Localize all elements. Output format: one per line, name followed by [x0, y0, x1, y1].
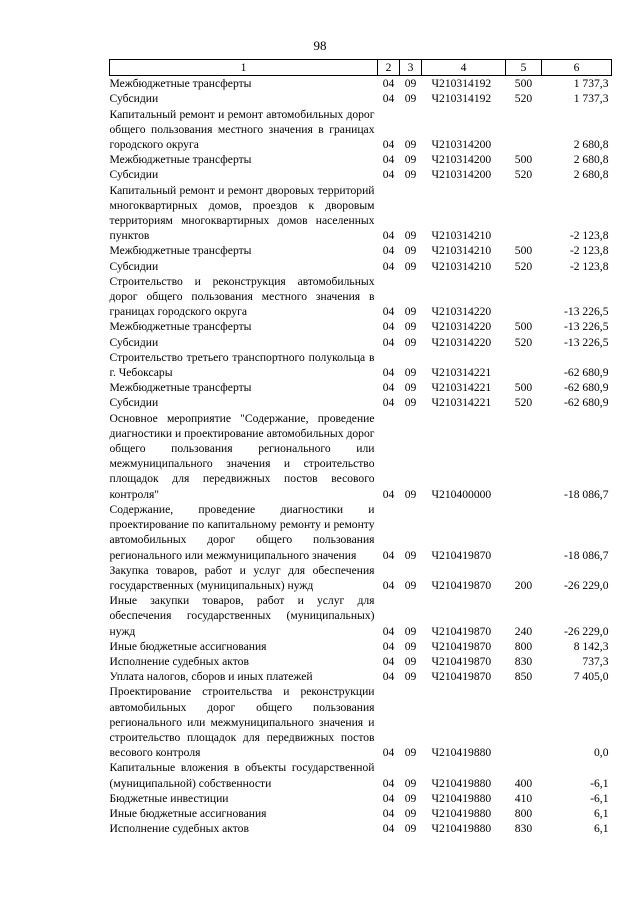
- row-name: Проектирование строительства и реконструкции автомобильных дорог общего пользования регионального или межмуниципального значения и строительство площадок для передвижных постов весового контроля: [109, 685, 375, 760]
- row-target-code: Ч210314220: [431, 305, 492, 319]
- row-target-code: Ч210419870: [431, 670, 492, 684]
- table-row: [110, 380, 612, 395]
- row-expense-type: 500: [514, 244, 533, 258]
- row-expense-type: 240: [514, 624, 533, 638]
- table-body: [110, 76, 612, 837]
- row-section: 04: [382, 153, 395, 167]
- row-amount: -2 123,8: [569, 259, 609, 273]
- row-subsection: 09: [404, 806, 417, 820]
- row-section: 04: [382, 138, 395, 152]
- budget-table: [109, 59, 612, 836]
- row-subsection: 09: [404, 791, 417, 805]
- row-section: 04: [382, 92, 395, 106]
- row-expense-type: 500: [514, 77, 533, 91]
- row-name: Капитальный ремонт и ремонт дворовых территорий многоквартирных домов, проездов к дворовым территориям многоквартирных домов населенных пунктов: [109, 183, 375, 243]
- row-name: Межбюджетные трансферты: [109, 77, 252, 91]
- row-amount: -2 123,8: [569, 244, 609, 258]
- table-row: [110, 91, 612, 106]
- row-subsection: 09: [404, 624, 417, 638]
- row-amount: -13 226,5: [564, 320, 609, 334]
- row-section: 04: [382, 320, 395, 334]
- row-name: Исполнение судебных актов: [109, 654, 249, 668]
- row-target-code: Ч210314210: [431, 259, 492, 273]
- row-subsection: 09: [404, 77, 417, 91]
- row-name: Бюджетные инвестиции: [109, 791, 229, 805]
- row-subsection: 09: [404, 548, 417, 562]
- row-expense-type: 850: [514, 670, 533, 684]
- row-amount: 1 737,3: [573, 92, 609, 106]
- row-amount: 2 680,8: [573, 153, 609, 167]
- row-target-code: Ч210314200: [431, 138, 492, 152]
- row-expense-type: 800: [514, 639, 533, 653]
- row-name: Иные закупки товаров, работ и услуг для обеспечения государственных (муниципальных) нужд: [109, 594, 375, 638]
- row-expense-type: [506, 183, 542, 244]
- row-subsection: 09: [404, 639, 417, 653]
- table-row: [110, 821, 612, 836]
- row-expense-type: [506, 502, 542, 563]
- table-row: [110, 502, 612, 563]
- row-name: Содержание, проведение диагностики и проектирование по капитальному ремонту и ремонту автомобильных дорог общего пользования регионального или межмуниципального значения: [109, 502, 375, 562]
- row-target-code: Ч210419880: [431, 746, 492, 760]
- table-row: [110, 791, 612, 806]
- row-section: 04: [382, 654, 395, 668]
- row-expense-type: 520: [514, 259, 533, 273]
- table-row: [110, 639, 612, 654]
- row-subsection: 09: [404, 381, 417, 395]
- row-subsection: 09: [404, 487, 417, 501]
- row-target-code: Ч210314221: [431, 381, 492, 395]
- row-section: 04: [382, 305, 395, 319]
- row-expense-type: [506, 350, 542, 380]
- row-amount: 6,1: [594, 822, 609, 836]
- row-name: Межбюджетные трансферты: [109, 320, 252, 334]
- row-target-code: Ч210314192: [431, 77, 492, 91]
- row-subsection: 09: [404, 244, 417, 258]
- row-target-code: Ч210314220: [431, 320, 492, 334]
- row-amount: 0,0: [594, 746, 609, 760]
- row-section: 04: [382, 335, 395, 349]
- table-row: [110, 593, 612, 639]
- row-section: 04: [382, 244, 395, 258]
- row-target-code: Ч210419870: [431, 548, 492, 562]
- table-row: [110, 395, 612, 410]
- row-expense-type: [506, 107, 542, 153]
- row-section: 04: [382, 548, 395, 562]
- table-header-row: [110, 60, 612, 76]
- row-name: Основное мероприятие "Содержание, проведение диагностики и проектирование автомобильных дорог общего пользования регионального или межмуниципального значения и строительство площадок для передвижных постов весового контроля": [109, 411, 375, 501]
- row-subsection: 09: [404, 366, 417, 380]
- row-name: Субсидии: [109, 396, 159, 410]
- row-section: 04: [382, 168, 395, 182]
- row-name: Субсидии: [109, 259, 159, 273]
- table-row: [110, 806, 612, 821]
- row-amount: -26 229,0: [564, 624, 609, 638]
- row-expense-type: 400: [514, 776, 533, 790]
- row-section: 04: [382, 639, 395, 653]
- row-name: Иные бюджетные ассигнования: [109, 639, 267, 653]
- row-amount: -62 680,9: [564, 381, 609, 395]
- row-section: 04: [382, 578, 395, 592]
- row-target-code: Ч210419880: [431, 806, 492, 820]
- row-name: Межбюджетные трансферты: [109, 153, 252, 167]
- row-amount: -26 229,0: [564, 578, 609, 592]
- table-row: [110, 319, 612, 334]
- row-amount: 1 737,3: [573, 77, 609, 91]
- row-expense-type: 500: [514, 381, 533, 395]
- row-target-code: Ч210419870: [431, 639, 492, 653]
- row-amount: -13 226,5: [564, 335, 609, 349]
- table-row: [110, 243, 612, 258]
- row-name: Строительство третьего транспортного полукольца в г. Чебоксары: [109, 350, 375, 380]
- table-row: [110, 76, 612, 92]
- row-name: Субсидии: [109, 168, 159, 182]
- column-header-amount: 6: [542, 60, 612, 76]
- row-subsection: 09: [404, 776, 417, 790]
- row-target-code: Ч210419870: [431, 578, 492, 592]
- row-amount: -62 680,9: [564, 396, 609, 410]
- row-name: Межбюджетные трансферты: [109, 381, 252, 395]
- row-amount: 737,3: [582, 654, 609, 668]
- row-amount: -6,1: [590, 791, 609, 805]
- row-name: Межбюджетные трансферты: [109, 244, 252, 258]
- row-target-code: Ч210419880: [431, 791, 492, 805]
- table-row: [110, 411, 612, 502]
- row-expense-type: 520: [514, 92, 533, 106]
- row-expense-type: 520: [514, 335, 533, 349]
- row-subsection: 09: [404, 578, 417, 592]
- page-number: 98: [313, 38, 327, 53]
- row-section: 04: [382, 791, 395, 805]
- row-amount: -13 226,5: [564, 305, 609, 319]
- row-expense-type: [506, 411, 542, 502]
- row-target-code: Ч210314221: [431, 366, 492, 380]
- row-amount: 2 680,8: [573, 138, 609, 152]
- row-subsection: 09: [404, 320, 417, 334]
- row-section: 04: [382, 259, 395, 273]
- row-name: Капитальные вложения в объекты государственной (муниципальной) собственности: [109, 761, 375, 790]
- row-expense-type: 410: [514, 791, 533, 805]
- row-subsection: 09: [404, 746, 417, 760]
- row-target-code: Ч210314200: [431, 153, 492, 167]
- row-amount: -18 086,7: [564, 548, 609, 562]
- row-name: Уплата налогов, сборов и иных платежей: [109, 670, 313, 684]
- row-section: 04: [382, 381, 395, 395]
- row-expense-type: 500: [514, 320, 533, 334]
- column-header-expense-type: 5: [506, 60, 542, 76]
- row-name: Закупка товаров, работ и услуг для обеспечения государственных (муниципальных) нужд: [109, 563, 375, 592]
- row-subsection: 09: [404, 822, 417, 836]
- row-target-code: Ч210314200: [431, 168, 492, 182]
- table-row: [110, 152, 612, 167]
- table-row: [110, 654, 612, 669]
- column-header-target-code: 4: [422, 60, 506, 76]
- row-expense-type: 500: [514, 153, 533, 167]
- row-expense-type: 830: [514, 822, 533, 836]
- table-row: [110, 684, 612, 760]
- row-target-code: Ч210419880: [431, 776, 492, 790]
- row-expense-type: [506, 684, 542, 760]
- row-target-code: Ч210314221: [431, 396, 492, 410]
- column-header-section: 2: [378, 60, 400, 76]
- row-expense-type: 520: [514, 396, 533, 410]
- column-header-name: 1: [110, 60, 378, 76]
- row-amount: -18 086,7: [564, 487, 609, 501]
- row-section: 04: [382, 806, 395, 820]
- row-name: Иные бюджетные ассигнования: [109, 806, 267, 820]
- row-subsection: 09: [404, 92, 417, 106]
- row-target-code: Ч210400000: [431, 487, 492, 501]
- row-subsection: 09: [404, 654, 417, 668]
- row-section: 04: [382, 77, 395, 91]
- row-name: Строительство и реконструкция автомобильных дорог общего пользования местного значения в границах городского округа: [109, 274, 375, 319]
- row-name: Субсидии: [109, 92, 159, 106]
- row-target-code: Ч210314192: [431, 92, 492, 106]
- table-row: [110, 274, 612, 320]
- row-amount: -6,1: [590, 776, 609, 790]
- row-amount: -2 123,8: [569, 229, 609, 243]
- row-amount: 6,1: [594, 806, 609, 820]
- row-target-code: Ч210314220: [431, 335, 492, 349]
- table-row: [110, 760, 612, 790]
- row-section: 04: [382, 487, 395, 501]
- row-expense-type: 200: [514, 578, 533, 592]
- row-name: Капитальный ремонт и ремонт автомобильных дорог общего пользования местного значения в границах городского округа: [109, 107, 375, 152]
- table-row: [110, 259, 612, 274]
- row-amount: 7 405,0: [573, 670, 609, 684]
- row-section: 04: [382, 670, 395, 684]
- table-row: [110, 335, 612, 350]
- row-subsection: 09: [404, 168, 417, 182]
- row-subsection: 09: [404, 259, 417, 273]
- row-amount: 8 142,3: [573, 639, 609, 653]
- row-subsection: 09: [404, 153, 417, 167]
- row-subsection: 09: [404, 305, 417, 319]
- table-row: [110, 669, 612, 684]
- row-name: Субсидии: [109, 335, 159, 349]
- table-row: [110, 183, 612, 244]
- row-target-code: Ч210419870: [431, 654, 492, 668]
- table-row: [110, 167, 612, 182]
- table-row: [110, 350, 612, 380]
- row-subsection: 09: [404, 670, 417, 684]
- row-section: 04: [382, 366, 395, 380]
- table-row: [110, 107, 612, 153]
- row-section: 04: [382, 624, 395, 638]
- row-section: 04: [382, 746, 395, 760]
- row-section: 04: [382, 776, 395, 790]
- row-section: 04: [382, 396, 395, 410]
- row-expense-type: 520: [514, 168, 533, 182]
- table-row: [110, 563, 612, 593]
- row-expense-type: [506, 274, 542, 320]
- column-header-subsection: 3: [400, 60, 422, 76]
- row-subsection: 09: [404, 396, 417, 410]
- row-target-code: Ч210419880: [431, 822, 492, 836]
- row-amount: 2 680,8: [573, 168, 609, 182]
- row-expense-type: 800: [514, 806, 533, 820]
- row-target-code: Ч210314210: [431, 229, 492, 243]
- row-subsection: 09: [404, 138, 417, 152]
- row-expense-type: 830: [514, 654, 533, 668]
- row-section: 04: [382, 822, 395, 836]
- row-subsection: 09: [404, 335, 417, 349]
- row-amount: -62 680,9: [564, 366, 609, 380]
- row-target-code: Ч210314210: [431, 244, 492, 258]
- row-section: 04: [382, 229, 395, 243]
- row-subsection: 09: [404, 229, 417, 243]
- row-target-code: Ч210419870: [431, 624, 492, 638]
- row-name: Исполнение судебных актов: [109, 822, 249, 836]
